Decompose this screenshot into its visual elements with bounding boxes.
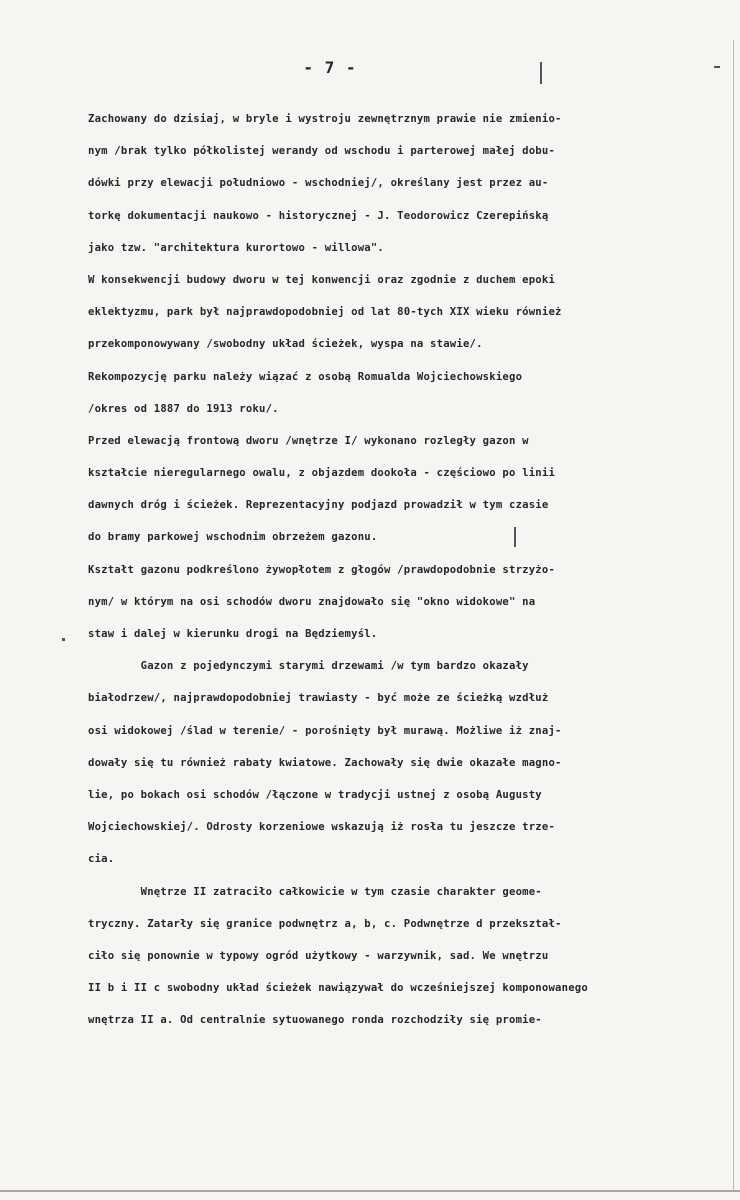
margin-mark [540, 62, 542, 84]
text-line: ciło się ponownie w typowy ogród użytkowy - warzywnik, sad. We wnętrzu [88, 949, 549, 962]
text-line: Rekompozycję parku należy wiązać z osobą Romualda Wojciechowskiego [88, 370, 523, 383]
text-line: torkę dokumentacji naukowo - historycznej - J. Teodorowicz Czerepińską [88, 209, 549, 222]
text-line: białodrzew/, najprawdopodobniej trawiasty - być może ze ścieżką wzdłuż [88, 692, 549, 705]
text-line: /okres od 1887 do 1913 roku/. [88, 402, 279, 415]
text-line: Kształt gazonu podkreślono żywopłotem z głogów /prawdopodobnie strzyżo- [88, 563, 556, 576]
text-line: kształcie nieregularnego owalu, z objazdem dookoła - częściowo po linii [88, 467, 556, 480]
margin-mark [514, 527, 516, 547]
text-line: wnętrza II a. Od centralnie sytuowanego ronda rozchodziły się promie- [88, 1014, 542, 1027]
margin-mark [62, 638, 65, 641]
margin-mark [714, 66, 720, 68]
text-line: nym/ w którym na osi schodów dworu znajdowało się "okno widokowe" na [88, 595, 536, 608]
text-line: II b i II c swobodny układ ścieżek nawiązywał do wcześniejszej komponowanego [88, 982, 588, 995]
page-edge [0, 1190, 740, 1192]
text-line: Gazon z pojedynczymi starymi drzewami /w tym bardzo okazały [88, 660, 529, 673]
text-line: Wnętrze II zatraciło całkowicie w tym czasie charakter geome- [88, 885, 542, 898]
text-line: cia. [88, 853, 115, 866]
text-line: do bramy parkowej wschodnim obrzeżem gazonu. [88, 531, 378, 544]
text-line: dowały się tu również rabaty kwiatowe. Zachowały się dwie okazałe magno- [88, 756, 562, 769]
page-number: - 7 - [303, 58, 357, 77]
text-line: Przed elewacją frontową dworu /wnętrze I/ wykonano rozległy gazon w [88, 434, 529, 447]
text-line: dawnych dróg i ścieżek. Reprezentacyjny podjazd prowadził w tym czasie [88, 499, 549, 512]
text-line: Wojciechowskiej/. Odrosty korzeniowe wskazują iż rosła tu jeszcze trze- [88, 821, 556, 834]
text-line: Zachowany do dzisiaj, w bryle i wystroju zewnętrznym prawie nie zmienio- [88, 113, 562, 125]
text-line: lie, po bokach osi schodów /łączone w tradycji ustnej z osobą Augusty [88, 788, 542, 801]
text-line: staw i dalej w kierunku drogi na Będziemyśl. [88, 628, 378, 640]
text-line: tryczny. Zatarły się granice podwnętrz a, b, c. Podwnętrze d przekształ- [88, 917, 562, 930]
text-line: W konsekwencji budowy dworu w tej konwencji oraz zgodnie z duchem epoki [88, 273, 556, 286]
text-line: dówki przy elewacji południowo - wschodniej/, określany jest przez au- [88, 177, 549, 190]
page-edge [733, 40, 734, 1190]
body-text [88, 103, 740, 1036]
text-line: przekomponowywany /swobodny układ ścieżek, wyspa na stawie/. [88, 338, 483, 351]
text-line: osi widokowej /ślad w terenie/ - porośnięty był murawą. Możliwe iż znaj- [88, 724, 562, 737]
text-line: nym /brak tylko półkolistej werandy od wschodu i parterowej małej dobu- [88, 145, 556, 158]
text-line: jako tzw. "architektura kurortowo - willowa". [88, 241, 385, 254]
text-line: eklektyzmu, park był najprawdopodobniej od lat 80-tych XIX wieku również [88, 306, 562, 319]
